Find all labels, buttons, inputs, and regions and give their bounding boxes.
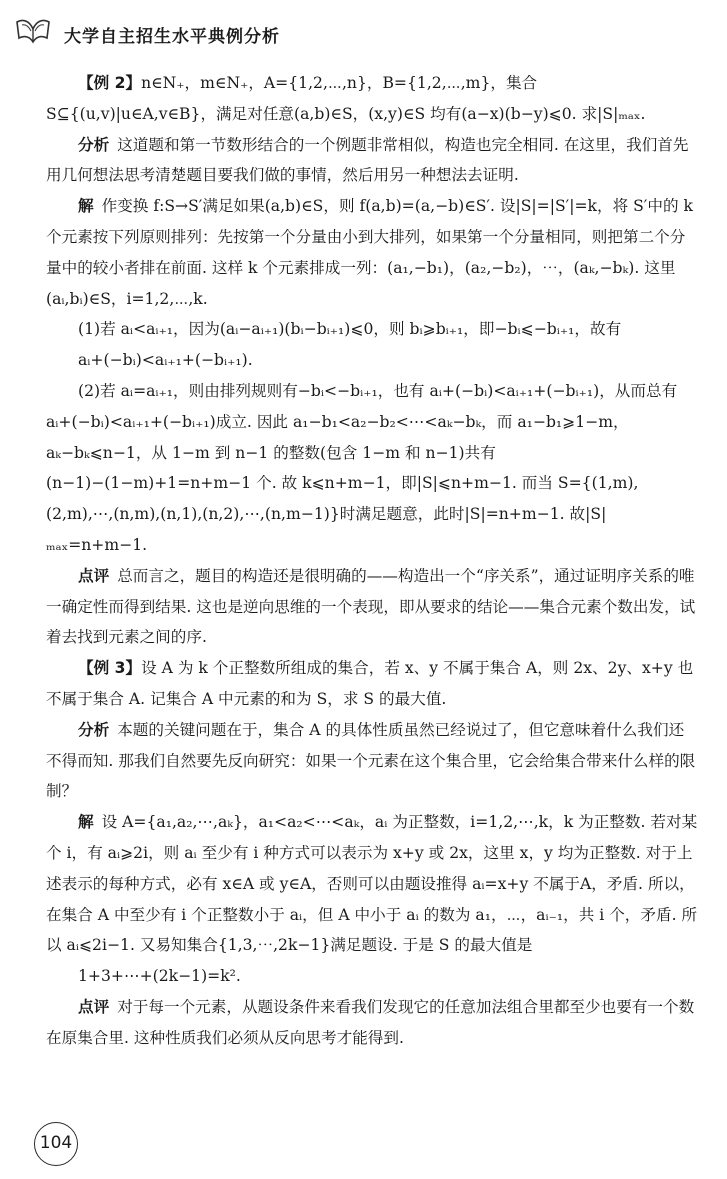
example2-tag: 【例 2】	[78, 74, 142, 92]
example3-analysis	[46, 715, 698, 807]
comment-label: 点评	[78, 566, 110, 585]
example3-comment-text: 对于每一个元素，从题设条件来看我们发现它的任意加法组合里都至少也要有一个数在原集合里. 这种性质我们必须从反向思考才能得到.	[46, 997, 695, 1047]
example3-problem	[46, 653, 698, 715]
example2-case1: (1)若 aᵢ<aᵢ₊₁，因为(aᵢ−aᵢ₊₁)(bᵢ−bᵢ₊₁)⩽0，则 bᵢ⩾bᵢ₊₁，即−bᵢ⩽−bᵢ₊₁，故有	[78, 320, 622, 339]
solution-label: 解	[78, 813, 94, 832]
page-header	[14, 12, 414, 46]
example3-formula: 1+3+⋯+(2k−1)=k².	[78, 967, 241, 986]
solution-label: 解	[78, 197, 94, 216]
example3-solution	[46, 807, 698, 961]
example2-solution-text: 作变换 f:S→S′满足如果(a,b)∈S，则 f(a,b)=(a,−b)∈S′. 设|S|=|S′|=k，将 S′中的 k 个元素按下列原则排列：先按第一个分量由小到大排列，如果第一个分量相同，则把第二个分量中的较小者排在前面. 这样 k 个元素排成一列：(a₁,−b₁)，(a₂,−b₂)，⋯，(aₖ,−bₖ). 这里(aᵢ,bᵢ)∈S，i=1,2,⋯,k.	[46, 197, 693, 308]
example2-analysis-text: 这道题和第一节数形结合的一个例题非常相似，构造也完全相同. 在这里，我们首先用几何想法思考清楚题目要我们做的事情，然后用另一种想法去证明.	[46, 135, 689, 185]
example3-comment	[46, 992, 698, 1054]
example2-case2: (2)若 aᵢ=aᵢ₊₁，则由排列规则有−bᵢ<−bᵢ₊₁，也有 aᵢ+(−bᵢ)<aᵢ₊₁+(−bᵢ₊₁)，从而总有 aᵢ+(−bᵢ)<aᵢ₊₁+(−bᵢ₊₁)成立. 因此 a₁−b₁<a₂−b₂<⋯<aₖ−bₖ，而 a₁−b₁⩾1−m，aₖ−bₖ⩽n−1，从 1−m 到 n−1 的整数(包含 1−m 和 n−1)共有(n−1)−(1−m)+1=n+m−1 个. 故 k⩽n+m−1，即|S|⩽n+m−1. 而当 S={(1,m),(2,m),⋯,(n,m),(n,1),(n,2),⋯,(n,m−1)}时满足题意，此时|S|=n+m−1. 故|S|ₘₐₓ=n+m−1.	[46, 381, 678, 554]
comment-label: 点评	[78, 997, 110, 1016]
example2-comment-text: 总而言之，题目的构造还是很明确的——构造出一个“序关系”，通过证明序关系的唯一确定性而得到结果. 这也是逆向思维的一个表现，即从要求的结论——集合元素个数出发，试着去找到元素之间的序.	[46, 566, 696, 647]
example3-problem-text: 设 A 为 k 个正整数所组成的集合，若 x、y 不属于集合 A，则 2x、2y、x+y 也不属于集合 A. 记集合 A 中元素的和为 S，求 S 的最大值.	[46, 659, 694, 708]
example2-problem-text: n∈N₊，m∈N₊，A={1,2,⋯,n}，B={1,2,⋯,m}，集合 S⊆{(u,v)|u∈A,v∈B}，满足对任意(a,b)∈S，(x,y)∈S 均有(a−x)(b−y)⩽0. 求|S|ₘₐₓ.	[46, 74, 646, 123]
example2-problem	[46, 68, 698, 130]
example2-comment	[46, 561, 698, 653]
page-number: 104	[34, 1122, 78, 1166]
header-title: 大学自主招生水平典例分析	[64, 27, 280, 47]
example2-case1-conclusion: aᵢ+(−bᵢ)<aᵢ₊₁+(−bᵢ₊₁).	[78, 351, 253, 370]
example2-solution	[46, 191, 698, 314]
analysis-label: 分析	[78, 135, 110, 154]
analysis-label: 分析	[78, 720, 110, 739]
example3-analysis-text: 本题的关键问题在于，集合 A 的具体性质虽然已经说过了，但它意味着什么我们还不得而知. 那我们自然要先反向研究：如果一个元素在这个集合里，它会给集合带来什么样的限制？	[46, 720, 696, 801]
example2-analysis	[46, 130, 698, 192]
book-swirl-logo-icon	[14, 16, 52, 44]
example3-solution-text: 设 A={a₁,a₂,⋯,aₖ}，a₁<a₂<⋯<aₖ，aᵢ 为正整数，i=1,2,⋯,k，k 为正整数. 若对某个 i，有 aᵢ⩾2i，则 aᵢ 至少有 i 种方式可以表示为 x+y 或 2x，这里 x，y 均为正整数. 对于上述表示的每种方式，必有 x∈A 或 y∈A，否则可以由题设推得 aᵢ=x+y 不属于A，矛盾. 所以，在集合 A 中至少有 i 个正整数小于 aᵢ，但 A 中小于 aᵢ 的数为 a₁，⋯，aᵢ₋₁，共 i 个，矛盾. 所以 aᵢ⩽2i−1. 又易知集合{1,3,⋯,2k−1}满足题设. 于是 S 的最大值是	[46, 813, 698, 955]
page-body	[46, 68, 698, 1054]
example3-tag: 【例 3】	[78, 659, 142, 678]
